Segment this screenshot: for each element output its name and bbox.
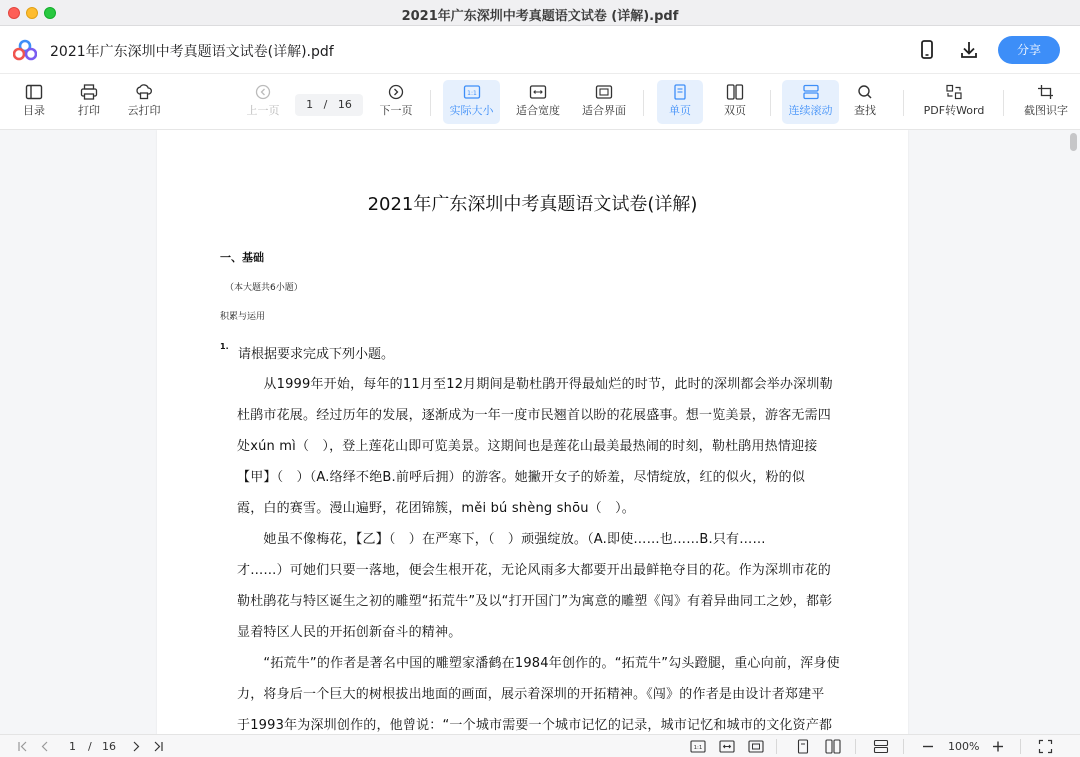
- fit-window-label: 适合界面: [582, 104, 626, 117]
- status-divider: [1020, 739, 1021, 754]
- prev-page-icon: [254, 84, 272, 100]
- next-page-label: 下一页: [379, 104, 413, 117]
- fit-width-small-icon[interactable]: [719, 739, 735, 754]
- status-divider: [903, 739, 904, 754]
- app-logo-icon: [13, 39, 37, 61]
- two-page-button[interactable]: [713, 80, 757, 124]
- single-page-label: 单页: [669, 104, 691, 117]
- printer-icon: [80, 84, 98, 100]
- fullscreen-icon[interactable]: [1038, 739, 1053, 754]
- toolbar-divider: [903, 90, 904, 116]
- window-title-bar: [0, 0, 1080, 26]
- toolbar-divider: [1003, 90, 1004, 116]
- toolbar-divider: [430, 90, 431, 116]
- document-title: 2021年广东深圳中考真题语文试卷(详解): [367, 194, 698, 215]
- toolbar: [0, 74, 1080, 130]
- next-page-button[interactable]: [376, 80, 416, 124]
- question-number: 1.: [220, 342, 229, 351]
- page-total: 16: [337, 98, 352, 111]
- status-page-current[interactable]: 1: [69, 740, 76, 753]
- screenshot-ocr-label: 截图识字: [1024, 104, 1068, 117]
- fit-width-button[interactable]: [512, 80, 564, 124]
- toc-label: 目录: [23, 104, 45, 117]
- two-page-icon: [726, 84, 744, 100]
- screenshot-ocr-button[interactable]: [1018, 80, 1074, 124]
- status-bar: [0, 734, 1080, 757]
- page-current[interactable]: 1: [306, 98, 314, 111]
- actual-size-icon: [463, 84, 481, 100]
- single-page-icon: [671, 84, 689, 100]
- prev-page-label: 上一页: [246, 104, 280, 117]
- two-page-label: 双页: [724, 104, 746, 117]
- page-indicator[interactable]: [295, 94, 363, 116]
- next-page-icon: [387, 84, 405, 100]
- document-viewport[interactable]: [0, 130, 1080, 734]
- section-heading: 一、基础: [220, 251, 264, 264]
- fit-window-button[interactable]: [578, 80, 630, 124]
- toc-button[interactable]: [14, 80, 54, 124]
- pdf-to-word-label: PDF转Word: [923, 104, 985, 117]
- zoom-in-icon[interactable]: [991, 739, 1005, 754]
- cloud-print-button[interactable]: [122, 80, 166, 124]
- last-page-icon[interactable]: [151, 739, 165, 754]
- paragraph-line: 处xún mì（ ），登上莲花山即可览美景。这期间也是莲花山最美最热闹的时刻，勒杜鹃用热情迎接: [237, 439, 818, 454]
- find-label: 查找: [854, 104, 876, 117]
- pdf-page: [157, 130, 908, 734]
- fit-width-label: 适合宽度: [516, 104, 560, 117]
- zoom-level[interactable]: 100%: [948, 740, 980, 753]
- actual-size-label: 实际大小: [449, 104, 494, 117]
- single-page-button[interactable]: [657, 80, 703, 124]
- paragraph-line: 显着特区人民的开拓创新奋斗的精神。: [237, 625, 462, 640]
- paragraph-line: 才……）可她们只要一落地，便会生根开花，无论风雨多大都要开出最鲜艳夺目的花。作为深圳市花的: [237, 563, 832, 578]
- status-divider: [776, 739, 777, 754]
- two-page-small-icon[interactable]: [825, 739, 841, 754]
- status-page-separator: /: [88, 740, 92, 753]
- convert-icon: [945, 84, 963, 100]
- continuous-scroll-icon: [802, 84, 820, 100]
- prev-page-button[interactable]: [243, 80, 283, 124]
- print-button[interactable]: [69, 80, 109, 124]
- window-title: 2021年广东深圳中考真题语文试卷 (详解).pdf: [401, 9, 679, 24]
- toolbar-divider: [770, 90, 771, 116]
- fit-window-icon: [595, 84, 613, 100]
- fit-window-small-icon[interactable]: [748, 739, 764, 754]
- next-page-small-icon[interactable]: [129, 739, 143, 754]
- vertical-scrollbar[interactable]: [1066, 130, 1080, 734]
- first-page-icon[interactable]: [16, 739, 30, 754]
- zoom-out-icon[interactable]: [921, 739, 935, 754]
- section-note: （本大题共6小题）: [225, 283, 303, 293]
- continuous-scroll-button[interactable]: [782, 80, 839, 124]
- paragraph-line: 她虽不像梅花，【乙】（ ）在严寒下，（ ）顽强绽放。（A.即使……也……B.只有……: [237, 532, 766, 547]
- status-page-total: 16: [102, 740, 116, 753]
- app-header: [0, 26, 1080, 74]
- single-page-small-icon[interactable]: [795, 739, 811, 754]
- mobile-device-icon[interactable]: [916, 39, 938, 61]
- print-label: 打印: [78, 104, 100, 117]
- find-button[interactable]: [845, 80, 885, 124]
- paragraph-line: 勒杜鹃花与特区诞生之初的雕塑“拓荒牛”及以“打开国门”为寓意的雕塑《闯》有着异曲同工之妙，都彰: [237, 594, 833, 609]
- toc-icon: [25, 84, 43, 100]
- cloud-print-label: 云打印: [127, 104, 161, 117]
- crop-icon: [1037, 84, 1055, 100]
- question-text: 请根据要求完成下列小题。: [238, 347, 395, 362]
- svg-text:1:1: 1:1: [693, 745, 703, 751]
- pdf-to-word-button[interactable]: [920, 80, 988, 124]
- fit-width-icon: [529, 84, 547, 100]
- status-divider: [855, 739, 856, 754]
- download-icon[interactable]: [958, 39, 980, 61]
- continuous-scroll-small-icon[interactable]: [873, 739, 889, 754]
- page-separator: /: [323, 98, 328, 111]
- paragraph-line: “拓荒牛”的作者是著名中国的雕塑家潘鹤在1984年创作的。“拓荒牛”勾头蹬腿，重心向前，浑身使: [237, 656, 840, 671]
- file-name: 2021年广东深圳中考真题语文试卷(详解).pdf: [50, 44, 334, 60]
- section-subheading: 积累与运用: [220, 312, 266, 322]
- paragraph-line: 从1999年开始，每年的11月至12月期间是勒杜鹃开得最灿烂的时节，此时的深圳都会举办深圳勒: [237, 377, 833, 392]
- cloud-print-icon: [135, 84, 153, 100]
- paragraph-line: 力，将身后一个巨大的树根拔出地面的画面，展示着深圳的开拓精神。《闯》的作者是由设计者郑建平: [237, 687, 825, 702]
- prev-page-small-icon[interactable]: [38, 739, 52, 754]
- svg-text:1:1: 1:1: [466, 89, 477, 97]
- toolbar-divider: [643, 90, 644, 116]
- actual-size-small-icon[interactable]: [690, 739, 706, 754]
- paragraph-line: 于1993年为深圳创作的，他曾说：“一个城市需要一个城市记忆的记录，城市记忆和城市的文化资产都: [237, 718, 833, 733]
- actual-size-button[interactable]: [443, 80, 500, 124]
- search-icon: [856, 84, 874, 100]
- continuous-scroll-label: 连续滚动: [788, 104, 833, 117]
- paragraph-line: 杜鹃市花展。经过历年的发展，逐渐成为一年一度市民翘首以盼的花展盛事。想一览美景，游客无需四: [237, 408, 832, 423]
- share-button[interactable]: 分享: [998, 36, 1060, 64]
- paragraph-line: 【甲】（ ）（A.络绎不绝B.前呼后拥）的游客。她撇开女子的娇羞，尽情绽放，红的似火，粉的似: [237, 470, 806, 485]
- scrollbar-thumb[interactable]: [1070, 133, 1077, 151]
- paragraph-line: 霞，白的赛雪。漫山遍野，花团锦簇，měi bú shèng shōu（ ）。: [237, 501, 635, 516]
